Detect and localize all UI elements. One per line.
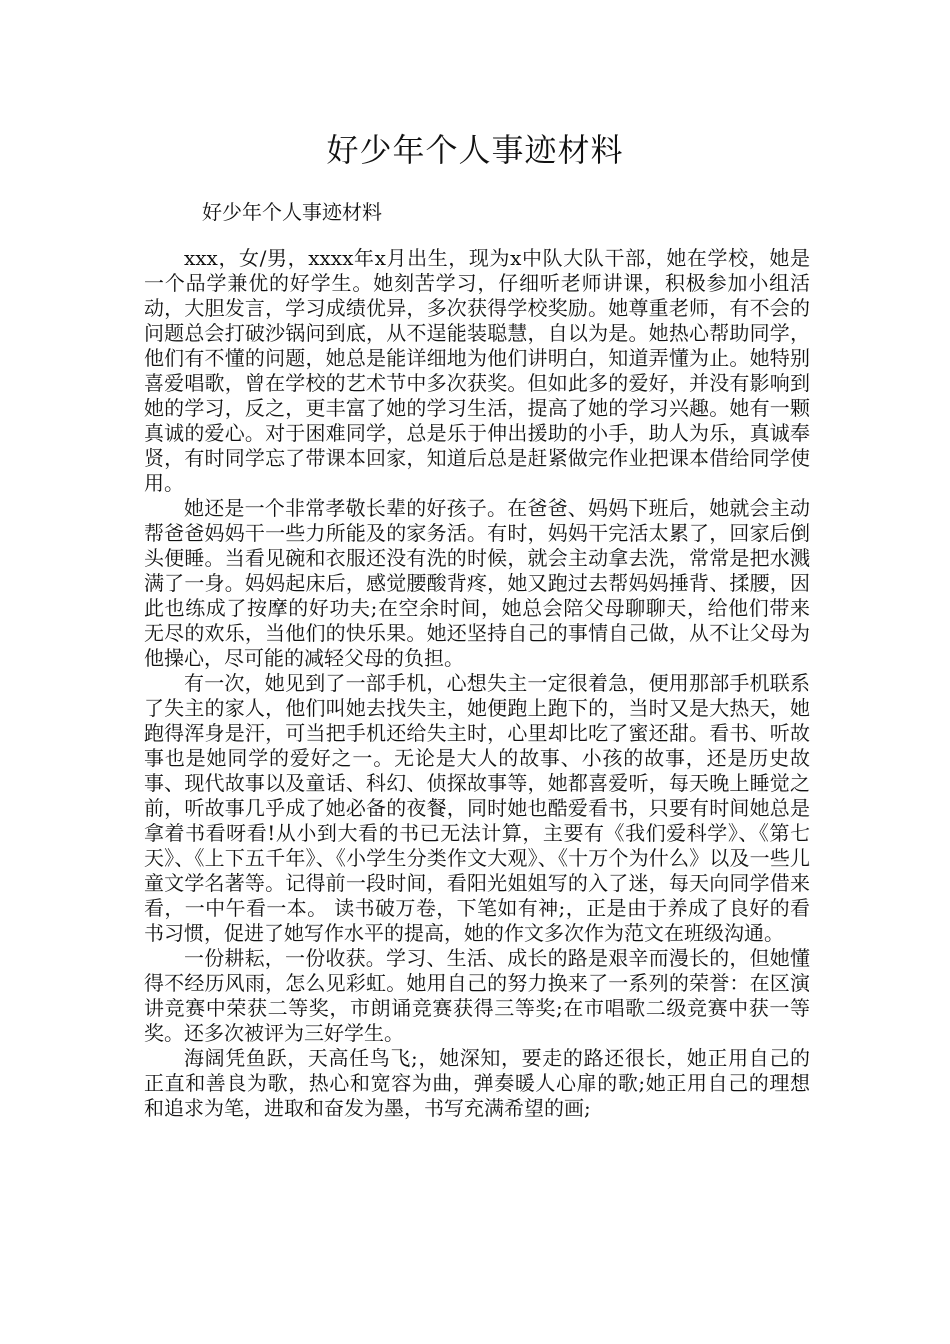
paragraph-3: 有一次，她见到了一部手机，心想失主一定很着急，便用那部手机联系了失主的家人，他们叫她去找失主，她便跑上跑下的，当时又是大热天，她跑得浑身是汗，可当把手机还给失主时，心里却比吃了蜜还甜。看书、听故事也是她同学的爱好之一。无论是大人的故事、小孩的故事，还是历史故事、现代故事以及童话、科幻、侦探故事等，她都喜爱听，每天晚上睡觉之前，听故事几乎成了她必备的夜餐，同时她也酷爱看书，只要有时间她总是拿着书看呀看!从小到大看的书已无法计算，主要有《我们爱科学》、《第七天》、《上下五千年》、《小学生分类作文大观》、《十万个为什么》以及一些儿童文学名著等。记得前一段时间，看阳光姐姐写的入了迷，每天向同学借来看，一中午看一本。 读书破万卷，下笔如有神;，正是由于养成了良好的看书习惯，促进了她写作水平的提高，她的作文多次作为范文在班级沟通。	[144, 671, 810, 945]
paragraph-4: 一份耕耘，一份收获。学习、生活、成长的路是艰辛而漫长的，但她懂得不经历风雨，怎么见彩虹。她用自己的努力换来了一系列的荣誉：在区演讲竞赛中荣获二等奖，市朗诵竞赛获得三等奖;在市唱歌二级竞赛中获一等奖。还多次被评为三好学生。	[144, 946, 810, 1045]
document-subtitle: 好少年个人事迹材料	[202, 200, 382, 224]
document-body	[144, 246, 810, 1121]
paragraph-1: xxx，女/男，xxxx年x月出生，现为x中队大队干部，她在学校，她是一个品学兼优的好学生。她刻苦学习，仔细听老师讲课，积极参加小组活动，大胆发言，学习成绩优异，多次获得学校奖励。她尊重老师，有不会的问题总会打破沙锅问到底，从不逞能装聪慧，自以为是。她热心帮助同学，他们有不懂的问题，她总是能详细地为他们讲明白，知道弄懂为止。她特别喜爱唱歌，曾在学校的艺术节中多次获奖。但如此多的爱好，并没有影响到她的学习，反之，更丰富了她的学习生活，提高了她的学习兴趣。她有一颗真诚的爱心。对于困难同学，总是乐于伸出援助的小手，助人为乐，真诚奉贤，有时同学忘了带课本回家，知道后总是赶紧做完作业把课本借给同学使用。	[144, 246, 810, 495]
document-title: 好少年个人事迹材料	[326, 131, 624, 169]
paragraph-5: 海阔凭鱼跃，天高任鸟飞;，她深知，要走的路还很长，她正用自己的正直和善良为歌，热心和宽容为曲，弹奏暖人心扉的歌;她正用自己的理想和追求为笔，进取和奋发为墨，书写充满希望的画;	[144, 1046, 810, 1120]
paragraph-2: 她还是一个非常孝敬长辈的好孩子。在爸爸、妈妈下班后，她就会主动帮爸爸妈妈干一些力所能及的家务活。有时，妈妈干完活太累了，回家后倒头便睡。当看见碗和衣服还没有洗的时候，就会主动拿去洗，常常是把水溅满了一身。妈妈起床后，感觉腰酸背疼，她又跑过去帮妈妈捶背、揉腰，因此也练成了按摩的好功夫;在空余时间，她总会陪父母聊聊天，给他们带来无尽的欢乐，当他们的快乐果。她还坚持自己的事情自己做，从不让父母为他操心，尽可能的减轻父母的负担。	[144, 496, 810, 670]
